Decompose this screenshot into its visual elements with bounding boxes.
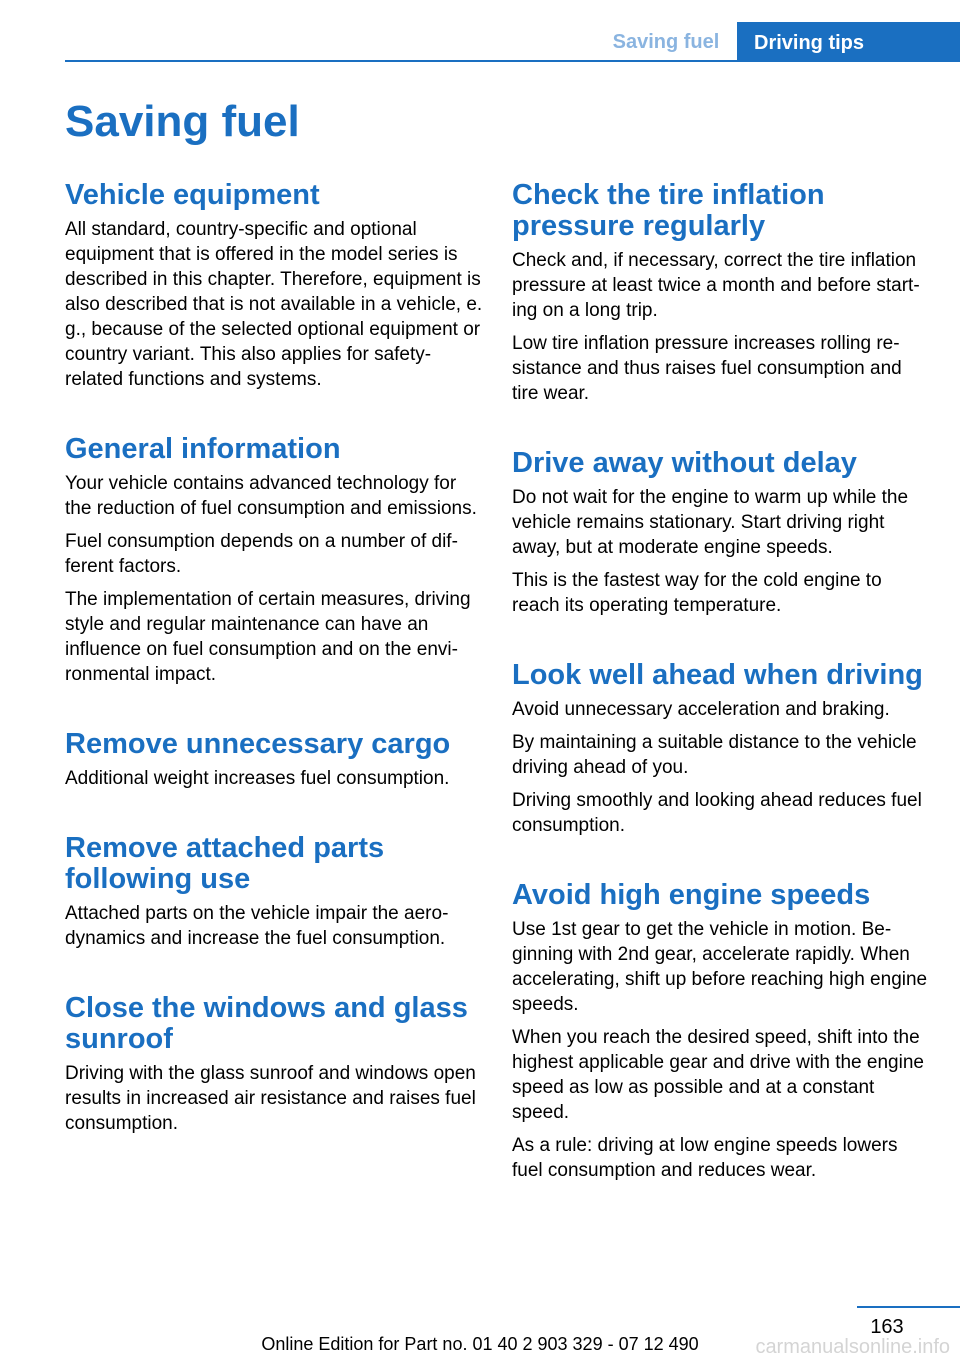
- section-heading: Remove unnecessary cargo: [65, 728, 451, 760]
- page-title: Saving fuel: [65, 97, 300, 146]
- paragraph: Additional weight increases fuel consumption.: [65, 768, 450, 789]
- paragraph: Driving smoothly and looking ahead reduces fuel consumption.: [512, 790, 922, 836]
- page-number: 163: [870, 1316, 904, 1338]
- paragraph: By maintaining a suitable distance to the vehicle driving ahead of you.: [512, 732, 917, 778]
- paragraph: Do not wait for the engine to warm up while the vehicle remains stationary. Start driving right away, but at moderate engine speeds.: [512, 487, 909, 558]
- section: [512, 180, 932, 406]
- right-column: [512, 180, 932, 1183]
- paragraph: Your vehicle contains advanced technology for the reduction of fuel consumption and emissions.: [65, 473, 477, 519]
- paragraph: Avoid unnecessary acceleration and braking.: [512, 699, 890, 720]
- section: [512, 880, 932, 1183]
- watermark: carmanualsonline.info: [755, 1336, 950, 1358]
- section-heading: Look well ahead when driving: [512, 659, 923, 691]
- section: [65, 993, 483, 1136]
- section: [65, 434, 483, 687]
- paragraph: Use 1st gear to get the vehicle in motion. Beginning with 2nd gear, accelerate rapidly. When accelerating, shift up before reaching high engine speeds.: [512, 919, 928, 1015]
- footer-edition: Online Edition for Part no. 01 40 2 903 329 - 07 12 490: [261, 1334, 699, 1354]
- paragraph: This is the fastest way for the cold engine to reach its operating temperature.: [512, 570, 882, 616]
- section: [65, 833, 483, 951]
- header-rule: [65, 60, 960, 62]
- section-heading: Remove attached parts following use: [65, 832, 385, 895]
- section: [512, 448, 932, 618]
- section: [65, 180, 483, 392]
- section-heading: Close the windows and glass sunroof: [65, 992, 468, 1055]
- section-heading: Vehicle equipment: [65, 179, 320, 211]
- footer-rule: [857, 1306, 960, 1308]
- paragraph: All standard, country-specific and optional equipment that is offered in the model series is described in this chapter. Therefore, equipment is also described that is not available in a vehicle, e. g., because of the selected optional equipment or country variant. This also applies for safety-related functions and systems.: [65, 219, 483, 390]
- header-tab-section: Saving fuel: [612, 31, 720, 53]
- header-tab-chapter: Driving tips: [737, 22, 960, 62]
- paragraph: Driving with the glass sunroof and windows open results in increased air resistance and raises fuel consumption.: [65, 1063, 476, 1134]
- paragraph: Fuel consumption depends on a number of different factors.: [65, 531, 458, 577]
- left-column: [65, 180, 483, 1136]
- section-heading: General information: [65, 433, 341, 465]
- section: [65, 729, 483, 791]
- paragraph: When you reach the desired speed, shift into the highest applicable gear and drive with the engine speed as low as possible and at a constant speed.: [512, 1027, 924, 1123]
- section-heading: Check the tire inflation pressure regularly: [512, 179, 825, 242]
- paragraph: Low tire inflation pressure increases rolling resistance and thus raises fuel consumption and tire wear.: [512, 333, 902, 404]
- paragraph: As a rule: driving at low engine speeds lowers fuel consumption and reduces wear.: [512, 1135, 898, 1181]
- paragraph: Attached parts on the vehicle impair the aerodynamics and increase the fuel consumption.: [65, 903, 449, 949]
- paragraph: The implementation of certain measures, driving style and regular maintenance can have an influence on fuel consumption and on the environmental impact.: [65, 589, 471, 685]
- section-heading: Drive away without delay: [512, 447, 857, 479]
- section-heading: Avoid high engine speeds: [512, 879, 871, 911]
- paragraph: Check and, if necessary, correct the tire inflation pressure at least twice a month and before starting on a long trip.: [512, 250, 920, 321]
- section: [512, 660, 932, 838]
